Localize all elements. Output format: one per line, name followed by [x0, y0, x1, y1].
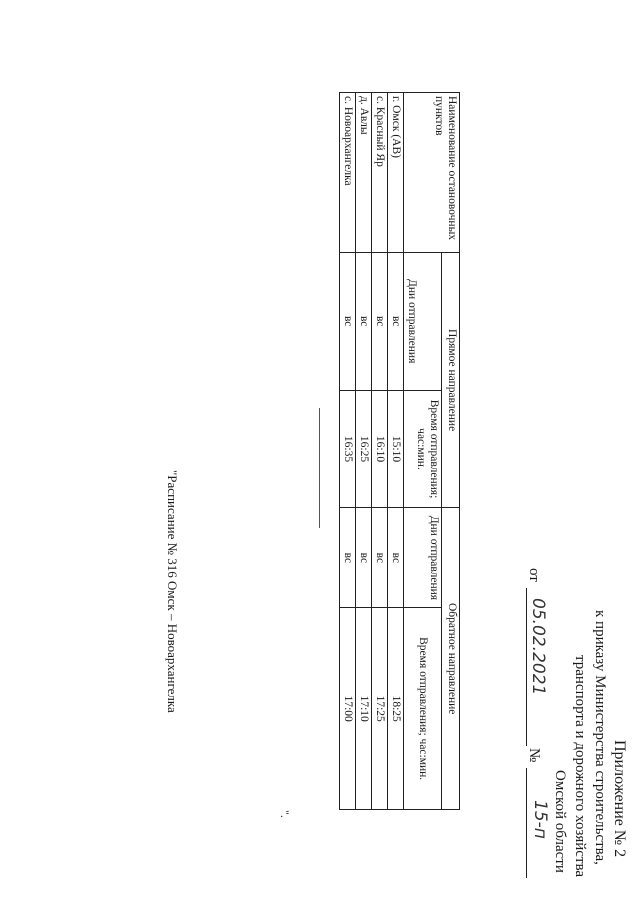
days-forward-cell: вс	[356, 252, 372, 390]
days-forward-cell: вс	[388, 252, 404, 390]
appendix-region-line: Омской области	[552, 770, 568, 873]
days-return-cell: вс	[388, 508, 404, 608]
appendix-ministry-line: транспорта и дорожного хозяйства	[572, 655, 588, 878]
number-underline	[526, 768, 527, 878]
header-forward-direction: Прямое направление	[442, 252, 460, 508]
days-forward-cell: вс	[372, 252, 388, 390]
header-days-forward: Дни отправления	[404, 252, 442, 390]
schedule-title: "Расписание № 316 Омск – Новоархангелка	[165, 470, 180, 713]
header-stop-name: Наименование остановочных пунктов	[404, 93, 460, 253]
header-days-return: Дни отправления	[404, 508, 442, 608]
time-forward-cell: 16:25	[356, 390, 372, 508]
separator-line	[319, 408, 320, 528]
date-prefix-label: от	[526, 568, 542, 582]
schedule-table	[339, 92, 460, 810]
days-return-cell: вс	[372, 508, 388, 608]
days-return-cell: вс	[356, 508, 372, 608]
time-return-cell: 18:25	[388, 608, 404, 810]
handwritten-number: 15-п	[530, 800, 550, 839]
time-return-cell: 17:10	[356, 608, 372, 810]
stop-cell: д. Авлы	[356, 93, 372, 253]
days-forward-cell: вс	[340, 252, 356, 390]
number-label: №	[526, 748, 542, 763]
table-row	[388, 93, 404, 810]
time-forward-cell: 16:10	[372, 390, 388, 508]
stop-cell: с. Новоархангелка	[340, 93, 356, 253]
closing-quote: ".	[278, 810, 292, 818]
table-row	[340, 93, 356, 810]
appendix-title: Приложение № 2	[611, 740, 628, 858]
time-forward-cell: 15:10	[388, 390, 404, 508]
time-return-cell: 17:00	[340, 608, 356, 810]
handwritten-date: 05.02.2021	[528, 598, 548, 696]
table-row	[356, 93, 372, 810]
time-forward-cell: 16:35	[340, 390, 356, 508]
header-time-return: Время отправления; час:мин.	[404, 608, 442, 810]
date-underline	[526, 588, 527, 746]
table-row	[372, 93, 388, 810]
appendix-order-line: к приказу Министерства строительства,	[592, 610, 608, 865]
stop-cell: с. Красный Яр	[372, 93, 388, 253]
stop-cell: г. Омск (АВ)	[388, 93, 404, 253]
header-time-forward: Время отправления; час:мин.	[404, 390, 442, 508]
time-return-cell: 17:25	[372, 608, 388, 810]
days-return-cell: вс	[340, 508, 356, 608]
header-return-direction: Обратное направление	[442, 508, 460, 810]
